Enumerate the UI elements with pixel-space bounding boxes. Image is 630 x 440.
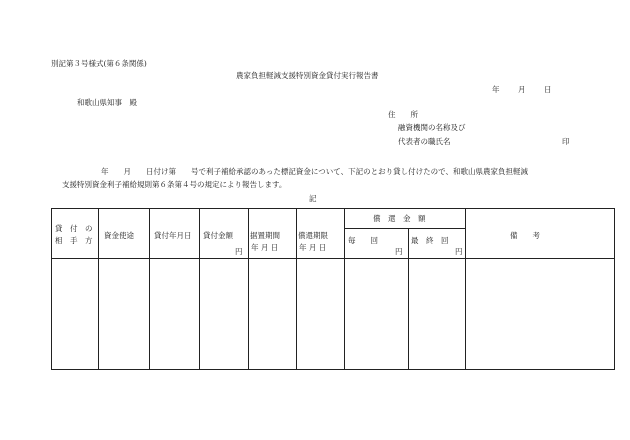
header-loan-amount-unit: 円 [235, 247, 243, 256]
header-borrower-line1: 貸 付 の [55, 224, 93, 233]
representative-label: 代表者の職氏名 [398, 137, 451, 146]
loan-report-table [51, 208, 615, 370]
header-repay-each-unit: 円 [395, 247, 403, 256]
header-maturity-ymd: 年 月 日 [299, 243, 327, 252]
ki-mark: 記 [309, 194, 317, 203]
header-maturity: 償還期限 [298, 231, 328, 240]
header-repay-final: 最 終 回 [411, 236, 449, 245]
header-fund-purpose: 資金使途 [104, 231, 134, 240]
institution-label: 融資機関の名称及び [398, 123, 466, 132]
header-loan-amount: 貸付金額 [203, 231, 233, 240]
form-number: 別記第３号様式(第６条関係) [51, 59, 147, 68]
address-label: 住 所 [388, 110, 418, 119]
seal-mark: 印 [562, 137, 570, 146]
header-repay-each-time: 毎 回 [348, 236, 378, 245]
header-borrower-line2: 相 手 方 [55, 236, 93, 245]
date-day: 日 [544, 85, 552, 94]
header-repay-final-unit: 円 [455, 247, 463, 256]
addressee: 和歌山県知事 殿 [77, 98, 137, 107]
date-year: 年 [492, 85, 500, 94]
header-loan-date: 貸付年月日 [154, 231, 192, 240]
body-line-1: 年 月 日付け第 号で利子補給承認のあった標記資金について、下記のとおり貸し付けたので、和歌山県農家負担軽減 [101, 167, 528, 176]
document-title: 農家負担軽減支援特別資金貸付実行報告書 [236, 71, 379, 80]
header-remarks: 備 考 [510, 231, 540, 240]
body-line-2: 支援特別資金利子補給規則第６条第４号の規定により報告します。 [62, 180, 287, 189]
header-repayment-amount: 償 還 金 額 [373, 214, 426, 223]
date-month: 月 [518, 85, 526, 94]
header-grace-ymd: 年 月 日 [251, 243, 279, 252]
header-grace-period: 据置期間 [250, 231, 280, 240]
